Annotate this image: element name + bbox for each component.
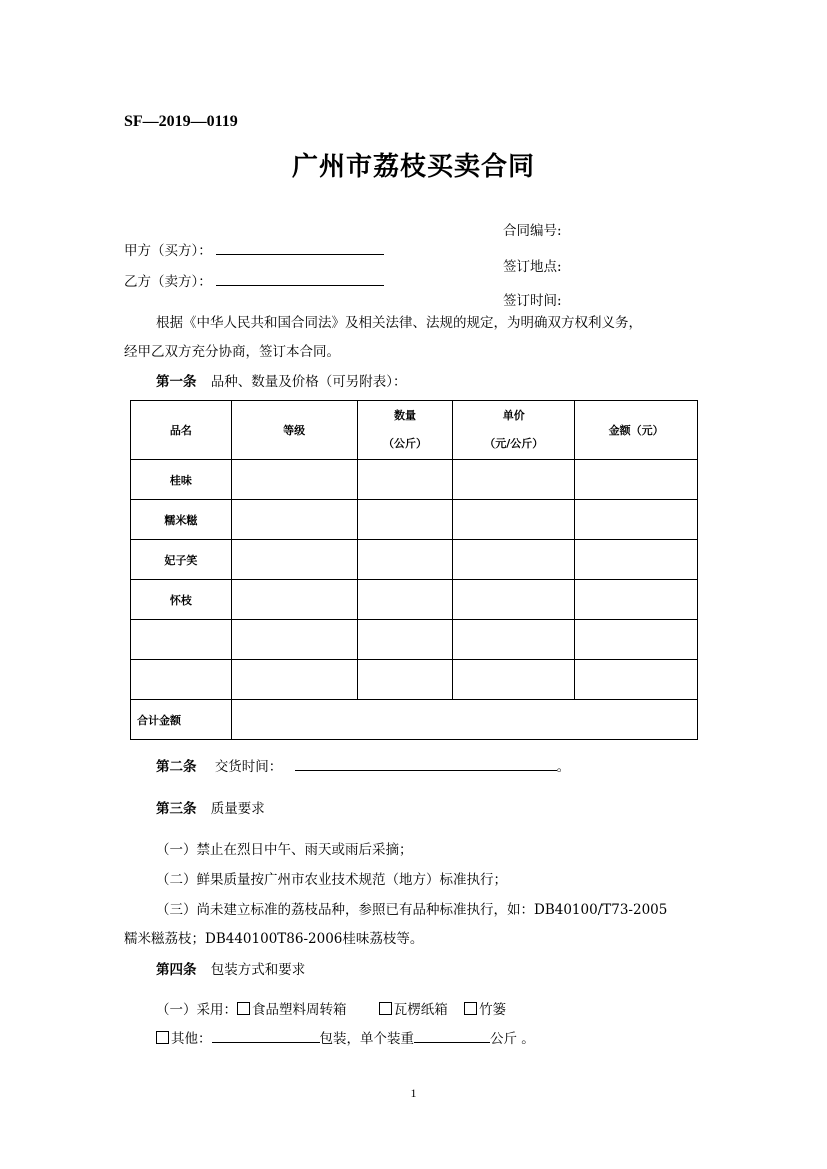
article-3-text: 质量要求 xyxy=(210,801,265,817)
header-unit-price: 单价 （元/公斤） xyxy=(453,401,575,460)
article-1 xyxy=(156,370,407,390)
amount-cell[interactable] xyxy=(575,660,698,700)
quantity-cell[interactable] xyxy=(357,540,453,580)
amount-cell[interactable] xyxy=(575,620,698,660)
checkbox-plastic-crate[interactable] xyxy=(237,1002,250,1015)
quantity-cell[interactable] xyxy=(357,500,453,540)
amount-cell[interactable] xyxy=(575,580,698,620)
table-total-row xyxy=(131,700,698,740)
total-label: 合计金额 xyxy=(131,700,232,740)
party-b-label: 乙方（卖方）： xyxy=(124,274,212,290)
variety-cell: 糯米糍 xyxy=(131,500,232,540)
header-amount: 金额（元） xyxy=(575,401,698,460)
checkbox-other[interactable] xyxy=(156,1031,169,1044)
grade-cell[interactable] xyxy=(231,620,357,660)
price-cell[interactable] xyxy=(453,620,575,660)
quality-item-3-cont: 糯米糍荔枝；DB440100T86-2006桂味荔枝等。 xyxy=(124,931,424,947)
article-1-label: 第一条 xyxy=(156,374,197,390)
option-corrugated-box: 瓦楞纸箱 xyxy=(393,1002,448,1018)
header-name: 品名 xyxy=(131,401,232,460)
signing-time-label: 签订时间: xyxy=(503,293,562,309)
grade-cell[interactable] xyxy=(231,500,357,540)
article-3 xyxy=(156,797,265,817)
packaging-end: 公斤 。 xyxy=(490,1031,535,1047)
header-quantity: 数量 （公斤） xyxy=(357,401,453,460)
amount-cell[interactable] xyxy=(575,500,698,540)
delivery-time-field[interactable] xyxy=(295,756,557,771)
quantity-cell[interactable] xyxy=(357,620,453,660)
price-cell[interactable] xyxy=(453,500,575,540)
intro-line-2: 经甲乙双方充分协商，签订本合同。 xyxy=(124,344,340,360)
party-b-line xyxy=(124,270,384,290)
variety-cell: 妃子笑 xyxy=(131,540,232,580)
signing-place-label: 签订地点: xyxy=(503,259,562,275)
price-cell[interactable] xyxy=(453,580,575,620)
packaging-other xyxy=(156,1027,535,1047)
option-bamboo-basket: 竹篓 xyxy=(479,1002,507,1018)
grade-cell[interactable] xyxy=(231,540,357,580)
variety-cell[interactable] xyxy=(131,660,232,700)
variety-cell[interactable] xyxy=(131,620,232,660)
table-row xyxy=(131,580,698,620)
article-3-label: 第三条 xyxy=(156,801,197,817)
amount-cell[interactable] xyxy=(575,540,698,580)
total-amount-cell[interactable] xyxy=(231,700,697,740)
party-a-field[interactable] xyxy=(216,240,384,255)
quantity-cell[interactable] xyxy=(357,460,453,500)
article-2 xyxy=(156,755,570,775)
amount-cell[interactable] xyxy=(575,460,698,500)
price-cell[interactable] xyxy=(453,540,575,580)
table-header-row xyxy=(131,401,698,460)
grade-cell[interactable] xyxy=(231,460,357,500)
page-title: 广州市荔枝买卖合同 xyxy=(291,152,535,182)
price-cell[interactable] xyxy=(453,460,575,500)
variety-cell: 怀枝 xyxy=(131,580,232,620)
quality-item-1: （一）禁止在烈日中午、雨天或雨后采摘； xyxy=(156,842,413,858)
article-1-text: 品种、数量及价格（可另附表）： xyxy=(210,374,407,390)
article-4-label: 第四条 xyxy=(156,962,197,978)
party-a-line xyxy=(124,239,384,259)
packaging-prefix: （一）采用： xyxy=(156,1002,237,1018)
party-b-field[interactable] xyxy=(216,271,384,286)
contract-number-label: 合同编号: xyxy=(503,223,562,239)
variety-table xyxy=(130,400,698,740)
price-cell[interactable] xyxy=(453,660,575,700)
article-2-label: 第二条 xyxy=(156,759,197,775)
packaging-options xyxy=(156,998,506,1018)
grade-cell[interactable] xyxy=(231,660,357,700)
option-other: 其他： xyxy=(171,1031,212,1047)
table-row xyxy=(131,660,698,700)
variety-cell: 桂味 xyxy=(131,460,232,500)
page-number: 1 xyxy=(410,1086,417,1100)
unit-weight-field[interactable] xyxy=(414,1028,490,1043)
contract-code: SF—2019—0119 xyxy=(124,113,238,130)
option-plastic-crate: 食品塑料周转箱 xyxy=(252,1002,347,1018)
quantity-cell[interactable] xyxy=(357,660,453,700)
table-row xyxy=(131,500,698,540)
article-4 xyxy=(156,958,305,978)
table-row xyxy=(131,540,698,580)
article-2-end: 。 xyxy=(556,759,571,775)
table-row xyxy=(131,620,698,660)
article-4-text: 包装方式和要求 xyxy=(210,962,306,978)
quality-item-2: （二）鲜果质量按广州市农业技术规范（地方）标准执行； xyxy=(156,872,507,888)
intro-line-1: 根据《中华人民共和国合同法》及相关法律、法规的规定，为明确双方权利义务， xyxy=(156,315,642,331)
quality-item-3: （三）尚未建立标准的荔枝品种，参照已有品种标准执行，如：DB40100/T73-2005 xyxy=(156,902,668,918)
other-packaging-field[interactable] xyxy=(212,1028,320,1043)
grade-cell[interactable] xyxy=(231,580,357,620)
packaging-mid: 包装，单个装重 xyxy=(319,1031,414,1047)
party-a-label: 甲方（买方）： xyxy=(124,243,212,259)
checkbox-corrugated-box[interactable] xyxy=(379,1002,392,1015)
checkbox-bamboo-basket[interactable] xyxy=(464,1002,477,1015)
header-grade: 等级 xyxy=(231,401,357,460)
article-2-text: 交货时间： xyxy=(214,759,283,775)
table-row xyxy=(131,460,698,500)
quantity-cell[interactable] xyxy=(357,580,453,620)
